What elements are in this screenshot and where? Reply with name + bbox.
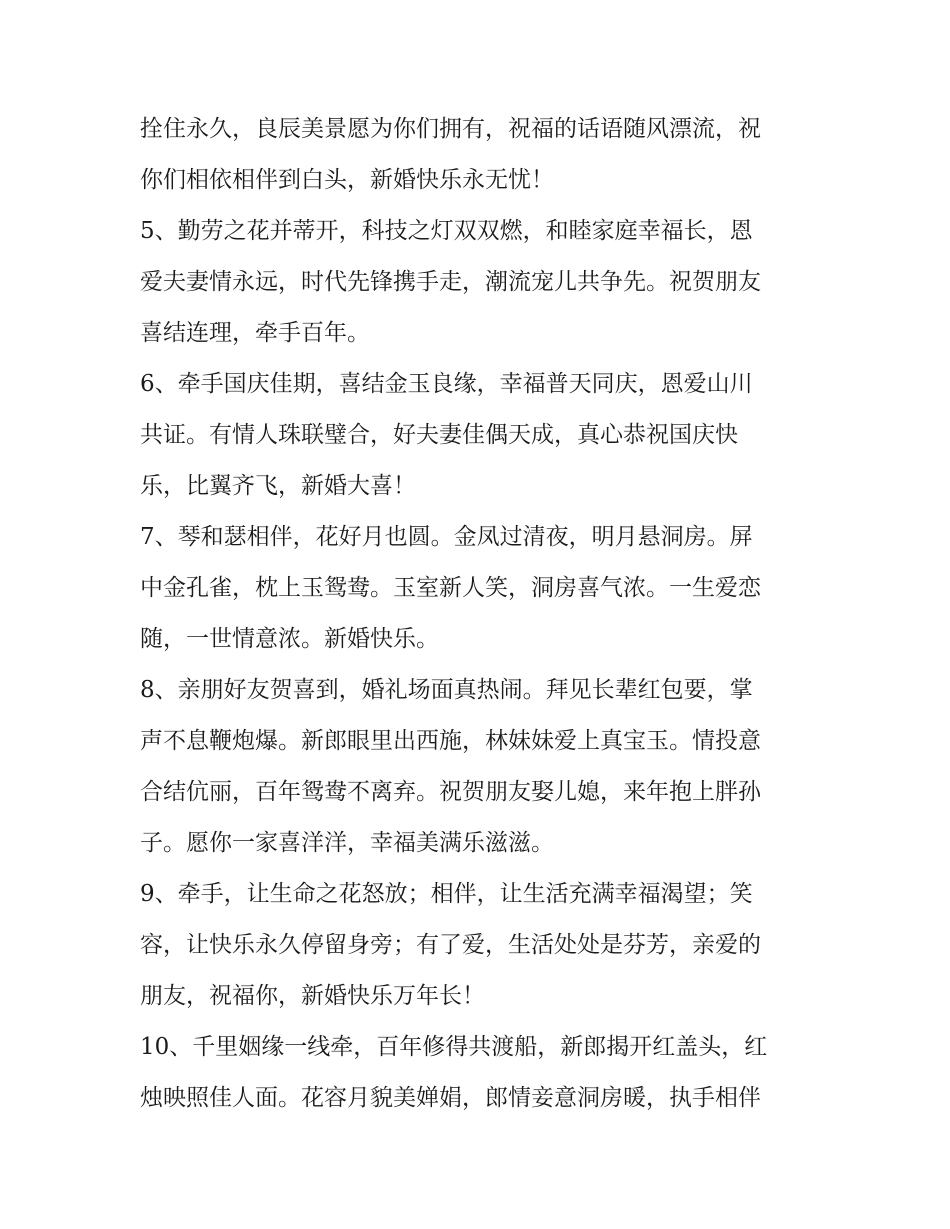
text-line: 随，一世情意浓。新婚快乐。: [140, 626, 439, 652]
text-line: 7、琴和瑟相伴，花好月也圆。金凤过清夜，明月悬洞房。屏: [140, 524, 753, 550]
document-body: [140, 104, 812, 1124]
text-line: 合结伉丽，百年鸳鸯不离弃。祝贺朋友娶儿媳，来年抱上胖孙: [140, 779, 761, 805]
text-line: 乐，比翼齐飞，新婚大喜！: [140, 473, 416, 499]
text-line: 共证。有情人珠联璧合，好夫妻佳偶天成，真心恭祝国庆快: [140, 422, 738, 448]
text-line: 10、千里姻缘一线牵，百年修得共渡船，新郎揭开红盖头，红: [140, 1034, 768, 1060]
text-line: 朋友，祝福你，新婚快乐万年长！: [140, 983, 485, 1009]
text-line: 烛映照佳人面。花容月貌美婵娟，郎情妾意洞房暖，执手相伴: [140, 1085, 761, 1111]
text-line: 容，让快乐永久停留身旁；有了爱，生活处处是芬芳，亲爱的: [140, 932, 761, 958]
text-line: 6、牵手国庆佳期，喜结金玉良缘，幸福普天同庆，恩爱山川: [140, 371, 753, 397]
text-line: 5、勤劳之花并蒂开，科技之灯双双燃，和睦家庭幸福长，恩: [140, 218, 753, 244]
text-line: 拴住永久，良辰美景愿为你们拥有，祝福的话语随风漂流，祝: [140, 116, 761, 142]
text-line: 9、牵手，让生命之花怒放；相伴，让生活充满幸福渴望；笑: [140, 881, 753, 907]
text-line: 中金孔雀，枕上玉鸳鸯。玉室新人笑，洞房喜气浓。一生爱恋: [140, 575, 761, 601]
text-line: 声不息鞭炮爆。新郎眼里出西施，林妹妹爱上真宝玉。情投意: [140, 728, 761, 754]
text-line: 喜结连理，牵手百年。: [140, 320, 370, 346]
text-line: 你们相依相伴到白头，新婚快乐永无忧！: [140, 167, 554, 193]
text-line: 爱夫妻情永远，时代先锋携手走，潮流宠儿共争先。祝贺朋友: [140, 269, 761, 295]
text-line: 8、亲朋好友贺喜到，婚礼场面真热闹。拜见长辈红包要，掌: [140, 677, 753, 703]
text-line: 子。愿你一家喜洋洋，幸福美满乐滋滋。: [140, 830, 554, 856]
